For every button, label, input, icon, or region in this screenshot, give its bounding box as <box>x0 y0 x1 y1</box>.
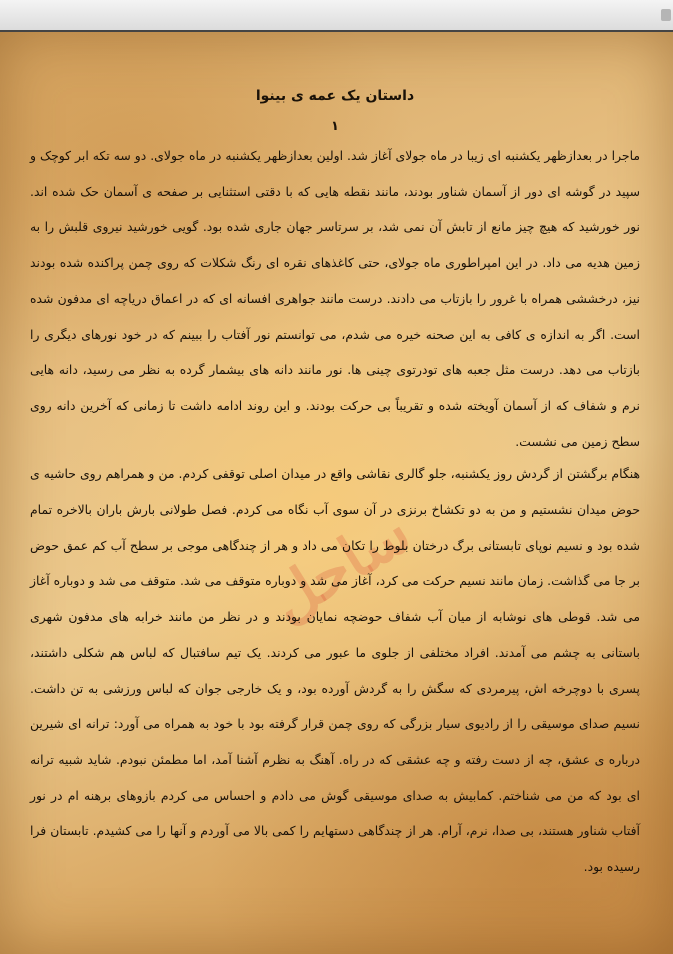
document-body <box>30 32 640 885</box>
document-page <box>0 32 673 954</box>
paragraph: هنگام برگشتن از گردش روز یکشنبه، جلو گالری نقاشی واقع در میدان اصلی توقفی کردم. من و همراهم روی حاشیه ی حوض میدان نشستیم و من به دو تکشاخ برنزی در آن سوی آب نگاه می کردم. فصل طولانی بارش باران بالاخره تمام شده بود و نسیم نوپای تابستانی برگ درختان بلوط را تکان می داد و هر از چندگاهی موجی بر سطح آب کم عمق حوض بر جا می گذاشت. زمان مانند نسیم حرکت می کرد، آغاز می شد و دوباره متوقف می شد. متوقف می شد و دوباره آغاز می شد. قوطی های نوشابه از میان آب شفاف حوضچه نمایان بودند و در نظر من مانند خرابه های مدفون شهری باستانی به چشم می آمدند. افراد مختلفی از جلوی ما عبور می کردند. یک تیم سافتبال که لباس هم شکلی داشتند، پسری با دوچرخه اش، پیرمردی که سگش را به گردش آورده بود، و یک خارجی جوان که لباس ورزشی به تن داشت. نسیم صدای موسیقی را از رادیوی سیار بزرگی که روی چمن قرار گرفته بود با خود به همراه می آورد: ترانه ای شیرین درباره ی عشق، چه از دست رفته و چه عشقی که در راه. آهنگ به نظرم آشنا آمد، اما مطمئن نبودم. شاید شبیه ترانه ای بود که من می شناختم. کمابیش به صدای موسیقی گوش می دادم و احساس می کردم بازوهای برهنه ام در نور آفتاب شناور هستند، بی صدا، نرم، آرام. هر از چندگاهی دستهایم را کمی بالا می آوردم و آنها را می کشیدم. تابستان فرا رسیده بود. <box>30 466 640 875</box>
paragraph: ماجرا در بعدازظهر یکشنبه ای زیبا در ماه جولای آغاز شد. اولین بعدازظهر یکشنبه در ماه جولای. دو سه تکه ابر کوچک و سپید در گوشه ای دور از آسمان شناور بودند، مانند نقطه هایی که با دقتی استثنایی بر صفحه ی آسمان حک شده اند. نور خورشید که هیچ چیز مانع از تابش آن نمی شد، بر سرتاسر جهان جاری شده بود. گویی خورشید نیروی قلبش را به زمین هدیه می داد. در این امپراطوری ماه جولای، حتی کاغذهای نقره ای رنگ شکلات که روی چمن پراکنده شده بودند نیز، درخششی همراه با غرور را بازتاب می دادند. درست مانند جواهری افسانه ای که در اعماق دریاچه ای مدفون شده است. اگر به اندازه ی کافی به این صحنه خیره می شدم، می توانستم نور آفتاب را ببینم که در خود نورهای دیگری را بازتاب می دهد. درست مثل جعبه های تودرتوی چینی ها. نور مانند دانه های بیشمار گرده به نظر می رسید، دانه هایی نرم و شفاف که از آسمان آویخته شده و تقریباً بی حرکت بودند. و این روند ادامه داشت تا زمانی که آخرین دانه روی سطح زمین می نشست. <box>30 148 640 449</box>
document-title: داستان یک عمه ی بینوا <box>255 88 415 104</box>
watermark-text: ساحل <box>257 497 423 637</box>
scrollbar-thumb[interactable] <box>661 9 671 21</box>
viewer-toolbar <box>0 0 673 32</box>
chapter-number: ۱ <box>331 119 339 134</box>
